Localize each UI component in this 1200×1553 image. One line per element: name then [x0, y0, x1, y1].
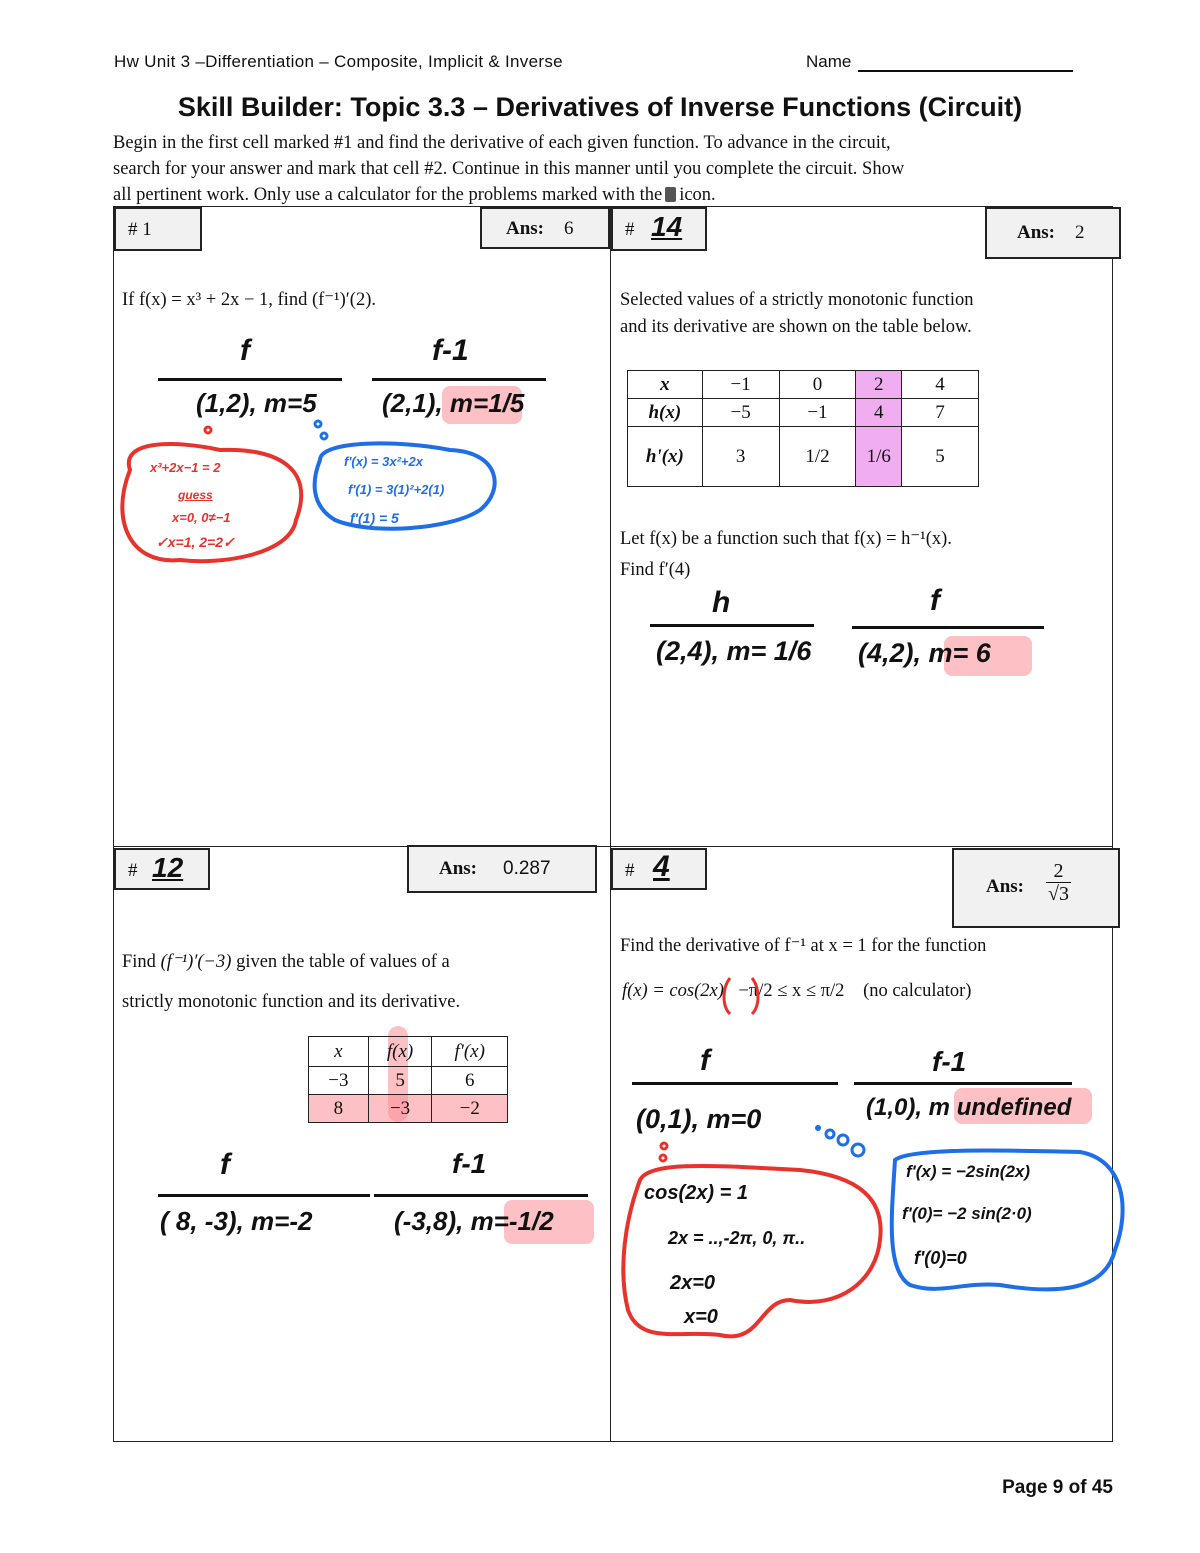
cell14-point-h: (2,4), m= 1/6: [656, 636, 812, 666]
cell4-blue-line-1: f'(x) = −2sin(2x): [906, 1162, 1031, 1181]
cell12-table: x f(x) f'(x) −3 5 6 8 −3 −2: [308, 1036, 508, 1123]
cell4-point-f: (0,1), m=0: [636, 1104, 762, 1134]
cell1-f-label: f: [240, 334, 250, 367]
cell4-f-label: f: [700, 1044, 710, 1077]
cell4-finv-label: f-1: [932, 1046, 967, 1077]
cell4-point-finv: (1,0), m undefined: [866, 1094, 1072, 1121]
name-label: Name: [806, 52, 852, 71]
cell4-problem-line-1: Find the derivative of f⁻¹ at x = 1 for the function: [620, 936, 987, 956]
cell1-red-line-3: x=0, 0≠−1: [172, 510, 231, 525]
cell1-red-line-1: x³+2x−1 = 2: [150, 460, 221, 475]
instructions-line-1: Begin in the first cell marked #1 and find the derivative of each given function. To advance in the circuit,: [113, 133, 891, 153]
instructions-line-3: all pertinent work. Only use a calculator for the problems marked with the icon.: [113, 185, 716, 205]
course-header: Hw Unit 3 –Differentiation – Composite, Implicit & Inverse: [114, 52, 563, 71]
cell14-f-label: f: [930, 584, 940, 617]
instructions-line-2: search for your answer and mark that cell #2. Continue in this manner until you complete the circuit. Show: [113, 159, 905, 179]
cell14-let: Let f(x) be a function such that f(x) = h⁻¹(x). Find f′(4): [620, 529, 952, 580]
cell4-number-box: # 4: [611, 848, 707, 890]
cell14-h-label: h: [712, 586, 731, 619]
cell4-red-line-3: 2x=0: [670, 1272, 716, 1294]
cell4-red-line-1: cos(2x) = 1: [644, 1182, 748, 1204]
cell4-answer-box: Ans: $\frac{2}{√3}$: [952, 848, 1120, 928]
cell1-blue-line-1: f'(x) = 3x²+2x: [344, 454, 423, 469]
cell12-point-finv: (-3,8), m=-1/2: [394, 1206, 554, 1236]
cell4-blue-line-3: f'(0)=0: [914, 1248, 967, 1268]
cell1-point-f: (1,2), m=5: [196, 388, 317, 418]
cell4-blue-line-2: f'(0)= −2 sin(2·0): [902, 1204, 1032, 1223]
cell1-red-line-4: ✓x=1, 2=2✓: [156, 534, 235, 550]
cell4-red-line-4: x=0: [684, 1306, 718, 1328]
cell12-problem: Find (f⁻¹)′(−3) given the table of values of a strictly monotonic function and its derivative.: [122, 952, 461, 1012]
cell1-number-box: # 1: [114, 207, 202, 251]
cell4-red-line-2: 2x = ..,-2π, 0, π..: [668, 1228, 806, 1248]
cell12-answer-box: Ans: 0.287: [407, 845, 597, 893]
cell14-table: x −1 0 2 4 h(x) −5 −1 4 7 h'(x) 3 1/2 1/6 5: [627, 370, 979, 487]
cell12-point-f: ( 8, -3), m=-2: [160, 1206, 313, 1236]
page-number: Page 9 of 45: [1002, 1477, 1113, 1498]
cell1-answer-box: Ans: 6: [480, 207, 610, 249]
cell4-answer-fraction: $\frac{2}{√3}$: [1048, 860, 1069, 905]
cell1-blue-line-2: f'(1) = 3(1)²+2(1): [348, 482, 445, 497]
cell12-number-box: # 12: [114, 848, 210, 890]
cell1-point-finv: (2,1), m=1/5: [382, 388, 525, 418]
cell1-red-line-2: guess: [178, 488, 213, 502]
cell12-finv-label: f-1: [452, 1148, 487, 1179]
cell14-answer-box: Ans: 2: [985, 207, 1121, 259]
page-title: Skill Builder: Topic 3.3 – Derivatives of Inverse Functions (Circuit): [177, 92, 1023, 122]
cell14-number-box: # 14: [611, 207, 707, 251]
cell12-f-label: f: [220, 1148, 230, 1181]
cell4-problem-line-2: f(x) = cos(2x) −π/2 ≤ x ≤ π/2 (no calculator): [622, 981, 972, 1001]
cell1-blue-line-3: f'(1) = 5: [350, 510, 399, 526]
cell1-finv-label: f-1: [432, 334, 469, 367]
cell14-problem: Selected values of a strictly monotonic function and its derivative are shown on the table below.: [620, 290, 974, 337]
cell14-point-f: (4,2), m= 6: [858, 638, 991, 668]
cell1-problem: If f(x) = x³ + 2x − 1, find (f⁻¹)′(2).: [122, 290, 376, 310]
